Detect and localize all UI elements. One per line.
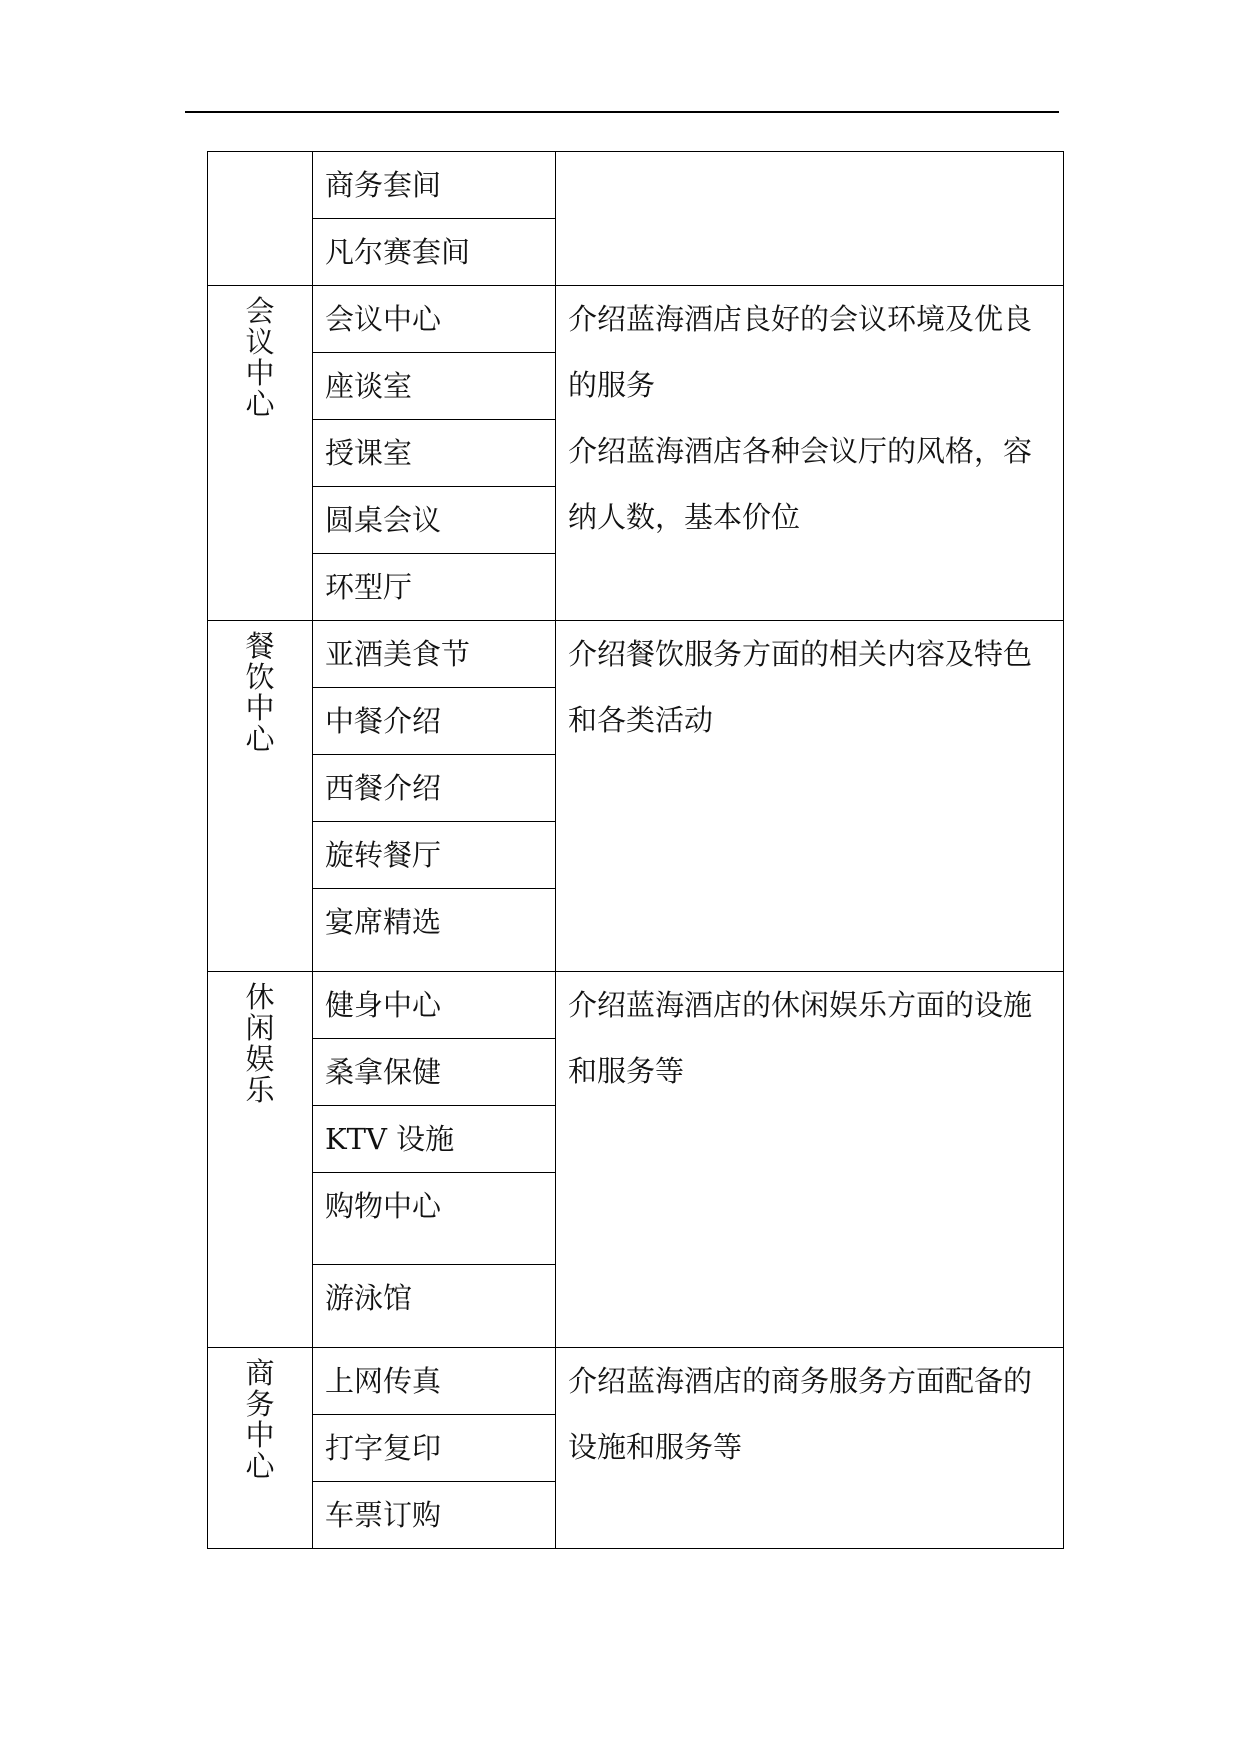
description-cell — [556, 972, 1064, 1348]
item-cell: 中餐介绍 — [313, 688, 556, 755]
table-row — [208, 152, 1064, 219]
item-cell: KTV 设施 — [313, 1106, 556, 1173]
description-cell — [556, 1348, 1064, 1549]
description-text: 介绍蓝海酒店的休闲娱乐方面的设施和服务等 — [568, 988, 1033, 1088]
description-text: 介绍餐饮服务方面的相关内容及特色和各类活动 — [568, 637, 1033, 737]
table-row — [208, 286, 1064, 353]
item-cell: 旋转餐厅 — [313, 822, 556, 889]
item-cell: 环型厅 — [313, 554, 556, 621]
item-cell: 座谈室 — [313, 353, 556, 420]
description-cell — [556, 286, 1064, 621]
category-cell — [208, 286, 313, 621]
item-cell: 亚酒美食节 — [313, 621, 556, 688]
item-cell: 桑拿保健 — [313, 1039, 556, 1106]
item-cell: 商务套间 — [313, 152, 556, 219]
services-table — [207, 151, 1064, 1549]
category-cell — [208, 621, 313, 972]
item-cell: 凡尔赛套间 — [313, 219, 556, 286]
item-cell: 西餐介绍 — [313, 755, 556, 822]
table-row — [208, 972, 1064, 1039]
category-label: 会议中心 — [245, 294, 275, 421]
header-rule — [185, 111, 1059, 113]
description-cell — [556, 621, 1064, 972]
item-cell: 车票订购 — [313, 1482, 556, 1549]
table-row — [208, 1348, 1064, 1415]
description-text: 介绍蓝海酒店的商务服务方面配备的设施和服务等 — [568, 1364, 1033, 1464]
item-cell: 游泳馆 — [313, 1265, 556, 1348]
description-text: 介绍蓝海酒店各种会议厅的风格，容纳人数，基本价位 — [568, 434, 1033, 534]
category-label: 餐饮中心 — [245, 629, 275, 756]
item-cell: 打字复印 — [313, 1415, 556, 1482]
item-cell: 圆桌会议 — [313, 487, 556, 554]
item-cell: 上网传真 — [313, 1348, 556, 1415]
item-cell: 健身中心 — [313, 972, 556, 1039]
item-cell: 会议中心 — [313, 286, 556, 353]
category-label: 休闲娱乐 — [245, 980, 275, 1107]
category-cell — [208, 152, 313, 286]
table-row — [208, 621, 1064, 688]
description-text: 介绍蓝海酒店良好的会议环境及优良的服务 — [568, 302, 1033, 402]
item-cell: 购物中心 — [313, 1173, 556, 1265]
item-cell: 宴席精选 — [313, 889, 556, 972]
description-cell — [556, 152, 1064, 286]
category-cell — [208, 972, 313, 1348]
category-label: 商务中心 — [245, 1356, 275, 1483]
category-cell — [208, 1348, 313, 1549]
item-cell: 授课室 — [313, 420, 556, 487]
